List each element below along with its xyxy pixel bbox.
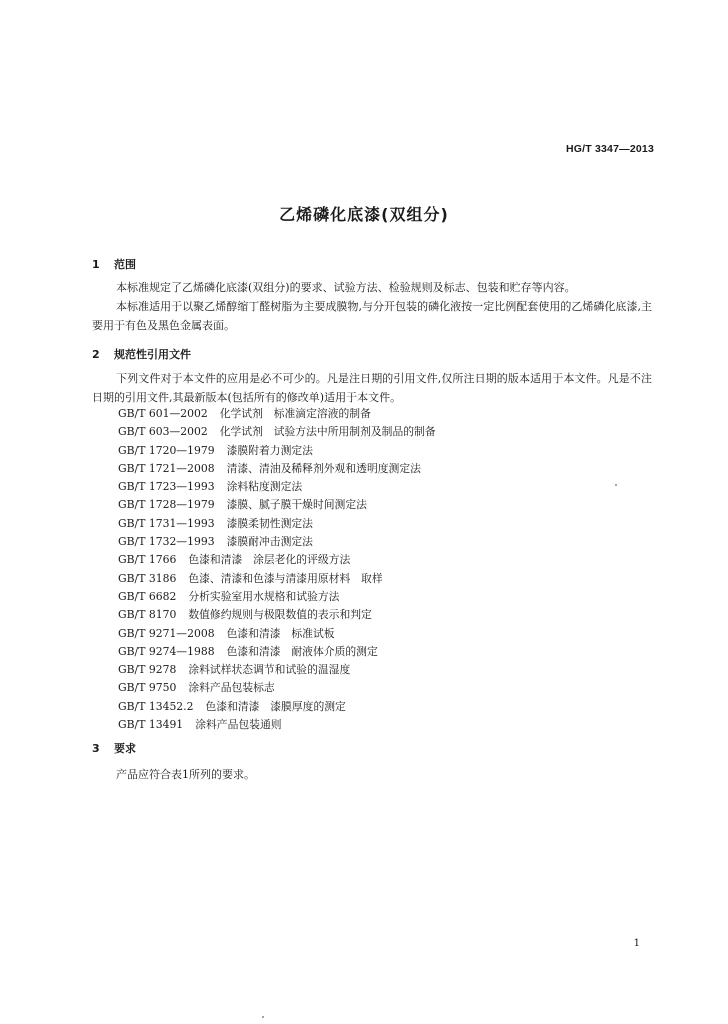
scan-speck [262,1016,264,1018]
reference-item: GB/T 3186 色漆、清漆和色漆与清漆用原材料 取样 [118,571,383,585]
reference-item: GB/T 1723—1993 涂料粘度测定法 [118,480,303,494]
section-number: 3 [92,742,100,755]
section-number: 2 [92,348,100,361]
reference-item: GB/T 9271—2008 色漆和清漆 标准试板 [118,626,335,640]
reference-item: GB/T 8170 数值修约规则与极限数值的表示和判定 [118,608,372,622]
reference-item: GB/T 1732—1993 漆膜耐冲击测定法 [118,535,313,549]
scan-speck [615,484,617,486]
reference-item: GB/T 13491 涂料产品包装通则 [118,718,282,732]
reference-item: GB/T 13452.2 色漆和清漆 漆膜厚度的测定 [118,699,346,713]
reference-item: GB/T 601—2002 化学试剂 标准滴定溶液的制备 [118,407,371,420]
section-title: 范围 [114,258,136,271]
section-1-paragraph-1: 本标准规定了乙烯磷化底漆(双组分)的要求、试验方法、检验规则及标志、包装和贮存等内容。 [116,281,576,294]
section-1-heading [92,256,136,272]
document-title: 乙烯磷化底漆(双组分) [279,205,449,224]
reference-item: GB/T 9274—1988 色漆和清漆 耐液体介质的测定 [118,644,378,658]
section-3-paragraph-1: 产品应符合表1所列的要求。 [116,768,255,781]
reference-item: GB/T 603—2002 化学试剂 试验方法中所用制剂及制品的制备 [118,425,436,439]
reference-item: GB/T 1766 色漆和清漆 涂层老化的评级方法 [118,553,351,567]
normative-references-list [118,405,436,734]
reference-item: GB/T 1731—1993 漆膜柔韧性测定法 [118,516,313,530]
section-2-heading [92,346,191,362]
page-number: 1 [633,938,640,949]
reference-item: GB/T 6682 分析实验室用水规格和试验方法 [118,589,340,603]
standard-code: HG/T 3347—2013 [565,143,654,155]
reference-item: GB/T 9278 涂料试样状态调节和试验的温湿度 [118,663,351,677]
section-2-paragraph-1: 下列文件对于本文件的应用是必不可少的。凡是注日期的引用文件,仅所注日期的版本适用于本文件。凡是不注日期的引用文件,其最新版本(包括所有的修改单)适用于本文件。 [92,372,652,404]
section-title: 规范性引用文件 [114,348,191,361]
section-1-paragraph-2: 本标准适用于以聚乙烯醇缩丁醛树脂为主要成膜物,与分开包装的磷化液按一定比例配套使用的乙烯磷化底漆,主要用于有色及黑色金属表面。 [92,300,652,332]
section-3-heading [92,740,136,756]
section-title: 要求 [114,742,136,755]
reference-item: GB/T 1728—1979 漆膜、腻子膜干燥时间测定法 [118,498,367,512]
reference-item: GB/T 1720—1979 漆膜附着力测定法 [118,443,313,457]
reference-item: GB/T 1721—2008 清漆、清油及稀释剂外观和透明度测定法 [118,461,421,475]
section-number: 1 [92,258,100,271]
reference-item: GB/T 9750 涂料产品包装标志 [118,681,275,695]
